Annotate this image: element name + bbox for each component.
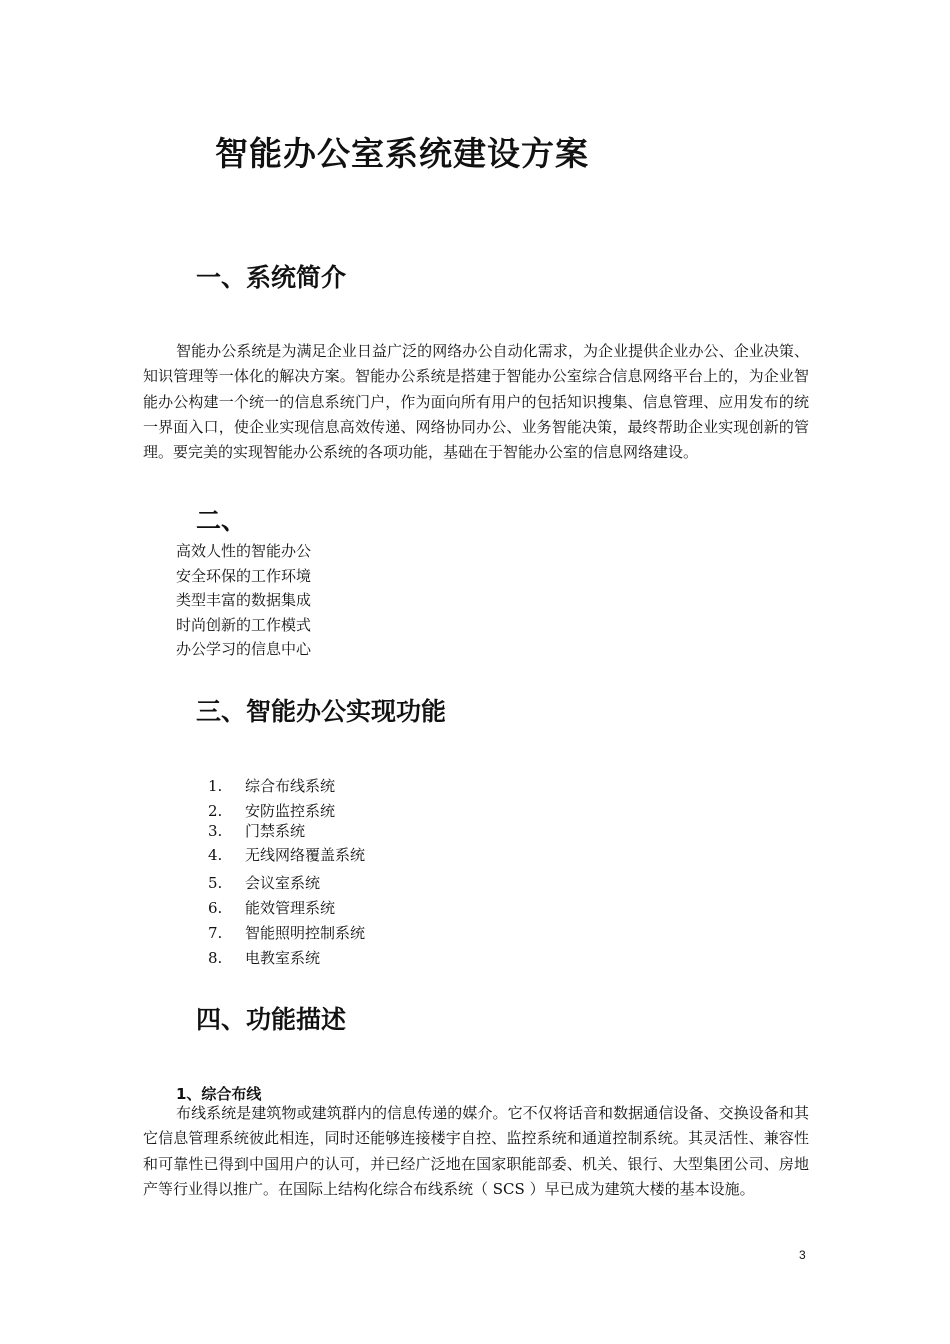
function-label: 电教室系统 — [245, 949, 321, 967]
feature-item: 时尚创新的工作模式 — [176, 615, 312, 634]
feature-item: 安全环保的工作环境 — [176, 566, 312, 585]
function-label: 安防监控系统 — [245, 802, 336, 820]
section-heading-features: 二、 — [196, 506, 247, 535]
page-number: 3 — [799, 1248, 806, 1262]
function-number: 7. — [208, 924, 223, 942]
feature-list — [176, 539, 311, 662]
section-heading-intro: 一、系统简介 — [196, 263, 347, 292]
function-item — [208, 872, 320, 894]
function-label: 智能照明控制系统 — [245, 924, 366, 942]
function-label: 门禁系统 — [245, 822, 306, 840]
feature-item: 办公学习的信息中心 — [176, 640, 312, 659]
document-title: 智能办公室系统建设方案 — [215, 134, 589, 173]
function-number: 3. — [208, 822, 223, 840]
function-label: 会议室系统 — [245, 874, 321, 892]
function-item — [208, 844, 365, 866]
section-heading-functions: 三、智能办公实现功能 — [196, 697, 447, 726]
function-item — [208, 775, 335, 797]
function-number: 6. — [208, 899, 223, 917]
function-item — [208, 897, 335, 919]
function-number: 2. — [208, 802, 223, 820]
function-number: 8. — [208, 949, 223, 967]
section-heading-description: 四、功能描述 — [196, 1005, 347, 1034]
intro-paragraph: 智能办公系统是为满足企业日益广泛的网络办公自动化需求，为企业提供企业办公、企业决策、知识管理等一体化的解决方案。智能办公系统是搭建于智能办公室综合信息网络平台上的，为企业智能办公构建一个统一的信息系统门户，作为面向所有用户的包括知识搜集、信息管理、应用发布的统一界面入口，使企业实现信息高效传递、网络协同办公、业务智能决策，最终帮助企业实现创新的管理。要完美的实现智能办公系统的各项功能，基础在于智能办公室的信息网络建设。 — [143, 342, 809, 462]
function-number: 4. — [208, 846, 223, 864]
subsection-heading: 1、综合布线 — [176, 1085, 262, 1103]
feature-item: 高效人性的智能办公 — [176, 542, 312, 560]
function-number: 5. — [208, 874, 223, 892]
feature-item: 类型丰富的数据集成 — [176, 591, 312, 610]
function-label: 综合布线系统 — [245, 777, 336, 795]
function-item — [208, 820, 305, 842]
function-number: 1. — [208, 777, 223, 795]
function-item — [208, 800, 335, 822]
function-label: 能效管理系统 — [245, 899, 336, 917]
description-paragraph: 布线系统是建筑物或建筑群内的信息传递的媒介。它不仅将话音和数据通信设备、交换设备和其它信息管理系统彼此相连，同时还能够连接楼宇自控、监控系统和通道控制系统。其灵活性、兼容性和可靠性已得到中国用户的认可，并已经广泛地在国家职能部委、机关、银行、大型集团公司、房地产等行业得以推广。在国际上结构化综合布线系统（ SCS ）早已成为建筑大楼的基本设施。 — [143, 1104, 809, 1198]
function-item — [208, 947, 320, 969]
function-item — [208, 922, 365, 944]
function-label: 无线网络覆盖系统 — [245, 846, 366, 864]
